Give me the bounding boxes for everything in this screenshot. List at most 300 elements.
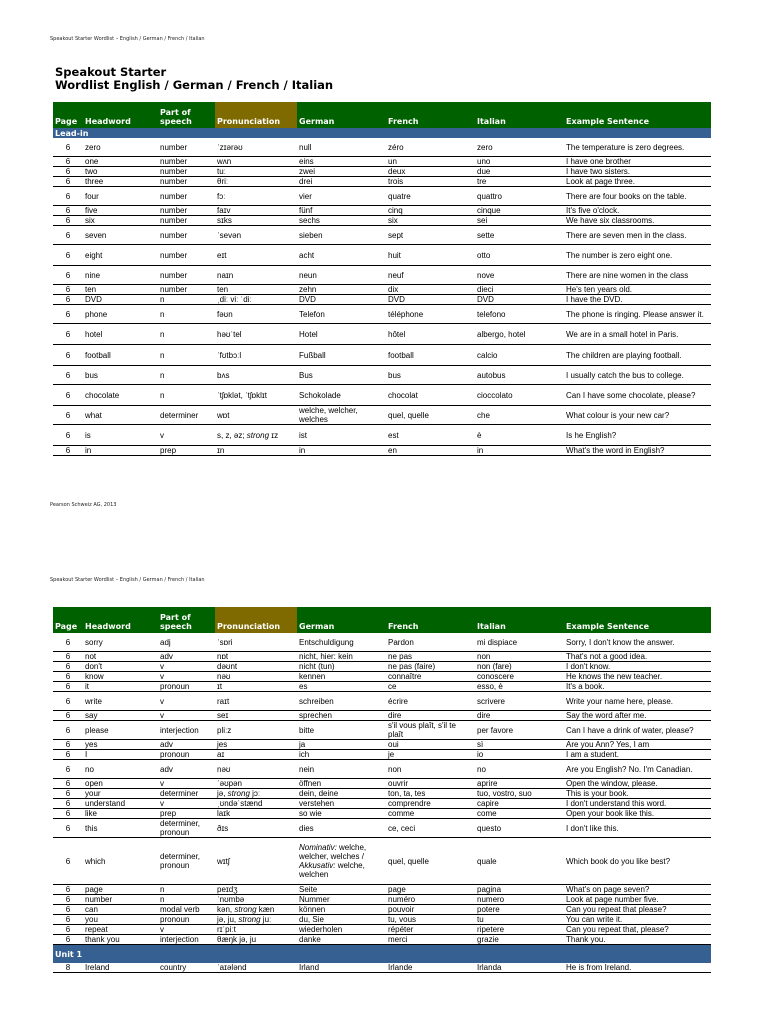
cell-example: The temperature is zero degrees. <box>564 138 711 157</box>
header-page: Page <box>53 607 83 633</box>
cell-headword: football <box>83 345 158 366</box>
cell-french: dix <box>386 285 475 295</box>
cell-german: danke <box>297 935 386 945</box>
cell-headword: yes <box>83 740 158 750</box>
cell-german: dies <box>297 819 386 838</box>
cell-italian: sette <box>475 226 564 245</box>
header-example: Example Sentence <box>564 607 711 633</box>
cell-example: I don't like this. <box>564 819 711 838</box>
table-row <box>53 206 711 216</box>
cell-part-of-speech: determiner, pronoun <box>158 838 215 885</box>
cell-german: in <box>297 446 386 456</box>
cell-italian: conoscere <box>475 672 564 682</box>
cell-example: It's a book. <box>564 682 711 692</box>
cell-example: This is your book. <box>564 789 711 799</box>
cell-example: I usually catch the bus to college. <box>564 366 711 385</box>
cell-german: schreiben <box>297 692 386 711</box>
table-row <box>53 385 711 406</box>
table-row <box>53 721 711 740</box>
cell-french: connaître <box>386 672 475 682</box>
cell-italian: sei <box>475 216 564 226</box>
cell-italian: quale <box>475 838 564 885</box>
cell-part-of-speech: adv <box>158 740 215 750</box>
cell-headword: this <box>83 819 158 838</box>
footer-publisher: Pearson Schweiz AG, 2013 <box>50 502 117 508</box>
section-row-unit-1 <box>53 945 711 964</box>
cell-example: Say the word after me. <box>564 711 711 721</box>
cell-headword: can <box>83 905 158 915</box>
cell-german: eins <box>297 157 386 167</box>
table-header-row <box>53 102 711 128</box>
cell-example: It's five o'clock. <box>564 206 711 216</box>
table-row <box>53 760 711 779</box>
table-row <box>53 245 711 266</box>
cell-german: verstehen <box>297 799 386 809</box>
table-row <box>53 963 711 973</box>
table-row <box>53 167 711 177</box>
cell-example: We are in a small hotel in Paris. <box>564 324 711 345</box>
cell-headword: three <box>83 177 158 187</box>
cell-part-of-speech: number <box>158 266 215 285</box>
cell-italian: autobus <box>475 366 564 385</box>
cell-example: I don't understand this word. <box>564 799 711 809</box>
cell-page: 6 <box>53 245 83 266</box>
cell-page: 6 <box>53 819 83 838</box>
cell-part-of-speech: v <box>158 425 215 446</box>
table-row <box>53 779 711 789</box>
cell-page: 6 <box>53 226 83 245</box>
cell-headword: thank you <box>83 935 158 945</box>
title-line-2: Wordlist English / German / French / Italian <box>55 78 334 92</box>
cell-german: acht <box>297 245 386 266</box>
cell-pronunciation: ˈfʊtbɔːl <box>215 345 297 366</box>
wordlist-table-2 <box>53 607 711 973</box>
cell-headword: like <box>83 809 158 819</box>
cell-page: 6 <box>53 721 83 740</box>
table-row <box>53 266 711 285</box>
cell-headword: understand <box>83 799 158 809</box>
cell-page: 6 <box>53 905 83 915</box>
cell-headword: number <box>83 895 158 905</box>
cell-german: Schokolade <box>297 385 386 406</box>
cell-german: vier <box>297 187 386 206</box>
cell-italian: albergo, hotel <box>475 324 564 345</box>
cell-french: est <box>386 425 475 446</box>
cell-example: That's not a good idea. <box>564 652 711 662</box>
table-row <box>53 885 711 895</box>
cell-italian: tuo, vostro, suo <box>475 789 564 799</box>
header-page: Page <box>53 102 83 128</box>
cell-pronunciation: aɪ <box>215 750 297 760</box>
cell-headword: no <box>83 760 158 779</box>
cell-pronunciation: ˈsevən <box>215 226 297 245</box>
wordlist-table-1 <box>53 102 711 456</box>
table-row <box>53 187 711 206</box>
cell-german: sechs <box>297 216 386 226</box>
cell-italian: cinque <box>475 206 564 216</box>
cell-headword: know <box>83 672 158 682</box>
cell-headword: chocolate <box>83 385 158 406</box>
cell-headword: don't <box>83 662 158 672</box>
cell-pronunciation: dəʊnt <box>215 662 297 672</box>
cell-german: wiederholen <box>297 925 386 935</box>
cell-pronunciation: seɪ <box>215 711 297 721</box>
cell-part-of-speech: n <box>158 366 215 385</box>
cell-example: There are nine women in the class <box>564 266 711 285</box>
cell-italian: otto <box>475 245 564 266</box>
cell-german: sieben <box>297 226 386 245</box>
cell-german: bitte <box>297 721 386 740</box>
cell-headword: is <box>83 425 158 446</box>
cell-part-of-speech: determiner, pronoun <box>158 819 215 838</box>
cell-headword: two <box>83 167 158 177</box>
cell-french: quatre <box>386 187 475 206</box>
cell-french: quel, quelle <box>386 838 475 885</box>
cell-french: DVD <box>386 295 475 305</box>
cell-part-of-speech: number <box>158 157 215 167</box>
cell-part-of-speech: v <box>158 925 215 935</box>
cell-german: Entschuldigung <box>297 633 386 652</box>
cell-page: 6 <box>53 662 83 672</box>
cell-part-of-speech: interjection <box>158 721 215 740</box>
cell-example: I have the DVD. <box>564 295 711 305</box>
cell-italian: tre <box>475 177 564 187</box>
section-row-lead-in <box>53 128 711 138</box>
cell-french: comprendre <box>386 799 475 809</box>
cell-page: 6 <box>53 425 83 446</box>
cell-part-of-speech: pronoun <box>158 750 215 760</box>
cell-example: Are you English? No. I'm Canadian. <box>564 760 711 779</box>
cell-example: There are seven men in the class. <box>564 226 711 245</box>
cell-example: Look at page three. <box>564 177 711 187</box>
cell-pronunciation: fɔː <box>215 187 297 206</box>
cell-french: page <box>386 885 475 895</box>
cell-headword: not <box>83 652 158 662</box>
cell-headword: six <box>83 216 158 226</box>
table-row <box>53 652 711 662</box>
cell-headword: ten <box>83 285 158 295</box>
cell-italian: sì <box>475 740 564 750</box>
cell-pronunciation: wɪtʃ <box>215 838 297 885</box>
cell-page: 6 <box>53 895 83 905</box>
cell-italian: pagina <box>475 885 564 895</box>
cell-pronunciation: ˈəʊpən <box>215 779 297 789</box>
cell-page: 6 <box>53 935 83 945</box>
cell-italian: dire <box>475 711 564 721</box>
cell-german: Hotel <box>297 324 386 345</box>
cell-french: bus <box>386 366 475 385</box>
cell-page: 6 <box>53 809 83 819</box>
section-label: Unit 1 <box>53 945 711 964</box>
cell-german: du, Sie <box>297 915 386 925</box>
cell-example: What colour is your new car? <box>564 406 711 425</box>
cell-part-of-speech: interjection <box>158 935 215 945</box>
table-header-row <box>53 607 711 633</box>
cell-part-of-speech: prep <box>158 809 215 819</box>
cell-page: 6 <box>53 177 83 187</box>
cell-page: 6 <box>53 305 83 324</box>
cell-german: es <box>297 682 386 692</box>
cell-part-of-speech: prep <box>158 446 215 456</box>
cell-part-of-speech: number <box>158 226 215 245</box>
cell-pronunciation: jə, strong jɔː <box>215 789 297 799</box>
cell-page: 6 <box>53 779 83 789</box>
header-headword: Headword <box>83 102 158 128</box>
cell-headword: it <box>83 682 158 692</box>
cell-page: 6 <box>53 711 83 721</box>
cell-italian: mi dispiace <box>475 633 564 652</box>
cell-italian: non (fare) <box>475 662 564 672</box>
cell-pronunciation: nəʊ <box>215 760 297 779</box>
cell-example: Open the window, please. <box>564 779 711 789</box>
cell-pronunciation: pliːz <box>215 721 297 740</box>
cell-italian: scrivere <box>475 692 564 711</box>
cell-headword: five <box>83 206 158 216</box>
cell-example: There are four books on the table. <box>564 187 711 206</box>
cell-page: 6 <box>53 760 83 779</box>
cell-french: ne pas (faire) <box>386 662 475 672</box>
cell-page: 6 <box>53 652 83 662</box>
cell-headword: please <box>83 721 158 740</box>
cell-french: chocolat <box>386 385 475 406</box>
header-pronunciation: Pronunciation <box>215 102 297 128</box>
cell-example: We have six classrooms. <box>564 216 711 226</box>
table-row <box>53 633 711 652</box>
cell-part-of-speech: v <box>158 662 215 672</box>
cell-page: 6 <box>53 925 83 935</box>
cell-page: 6 <box>53 915 83 925</box>
cell-italian: è <box>475 425 564 446</box>
table-row <box>53 799 711 809</box>
table-row <box>53 838 711 885</box>
cell-pronunciation: ˈtʃɒklət, ˈtʃɒklɪt <box>215 385 297 406</box>
cell-italian: due <box>475 167 564 177</box>
header-german: German <box>297 607 386 633</box>
cell-example: Thank you. <box>564 935 711 945</box>
cell-pronunciation: jə, ju, strong juː <box>215 915 297 925</box>
cell-german: öffnen <box>297 779 386 789</box>
cell-page: 6 <box>53 206 83 216</box>
cell-headword: write <box>83 692 158 711</box>
table-row <box>53 925 711 935</box>
table-row <box>53 682 711 692</box>
cell-italian: uno <box>475 157 564 167</box>
cell-italian: telefono <box>475 305 564 324</box>
cell-italian: io <box>475 750 564 760</box>
cell-part-of-speech: n <box>158 895 215 905</box>
document-title <box>55 66 333 92</box>
cell-part-of-speech: v <box>158 799 215 809</box>
cell-example: Is he English? <box>564 425 711 446</box>
table-row <box>53 324 711 345</box>
cell-example: He knows the new teacher. <box>564 672 711 682</box>
cell-headword: nine <box>83 266 158 285</box>
cell-pronunciation: peɪdʒ <box>215 885 297 895</box>
cell-headword: in <box>83 446 158 456</box>
cell-part-of-speech: country <box>158 963 215 973</box>
cell-page: 6 <box>53 345 83 366</box>
cell-part-of-speech: number <box>158 167 215 177</box>
cell-example: Can you repeat that please? <box>564 905 711 915</box>
cell-french: football <box>386 345 475 366</box>
cell-page: 6 <box>53 385 83 406</box>
cell-headword: your <box>83 789 158 799</box>
cell-example: The number is zero eight one. <box>564 245 711 266</box>
cell-page: 6 <box>53 285 83 295</box>
cell-german: fünf <box>297 206 386 216</box>
cell-example: Can you repeat that, please? <box>564 925 711 935</box>
header-french: French <box>386 607 475 633</box>
cell-page: 6 <box>53 672 83 682</box>
cell-italian: aprire <box>475 779 564 789</box>
cell-part-of-speech: adv <box>158 652 215 662</box>
cell-french: tu, vous <box>386 915 475 925</box>
cell-french: sept <box>386 226 475 245</box>
cell-german: Nominativ: welche, welcher, welches / Akkusativ: welche, welchen <box>297 838 386 885</box>
header-headword: Headword <box>83 607 158 633</box>
header-german: German <box>297 102 386 128</box>
cell-pronunciation: fəʊn <box>215 305 297 324</box>
table-row <box>53 789 711 799</box>
cell-example: I am a student. <box>564 750 711 760</box>
cell-french: numéro <box>386 895 475 905</box>
cell-part-of-speech: n <box>158 345 215 366</box>
cell-part-of-speech: pronoun <box>158 915 215 925</box>
cell-part-of-speech: v <box>158 692 215 711</box>
table-row <box>53 915 711 925</box>
cell-italian: non <box>475 652 564 662</box>
table-row <box>53 750 711 760</box>
cell-page: 6 <box>53 167 83 177</box>
cell-pronunciation: faɪv <box>215 206 297 216</box>
cell-french: Irlande <box>386 963 475 973</box>
cell-french: merci <box>386 935 475 945</box>
cell-part-of-speech: modal verb <box>158 905 215 915</box>
cell-italian: dieci <box>475 285 564 295</box>
cell-german: ist <box>297 425 386 446</box>
cell-french: zéro <box>386 138 475 157</box>
cell-pronunciation: ˌʊndəˈstænd <box>215 799 297 809</box>
cell-headword: sorry <box>83 633 158 652</box>
cell-part-of-speech: n <box>158 324 215 345</box>
cell-german: dein, deine <box>297 789 386 799</box>
cell-pronunciation: ɪt <box>215 682 297 692</box>
cell-french: hôtel <box>386 324 475 345</box>
cell-page: 6 <box>53 633 83 652</box>
cell-italian: no <box>475 760 564 779</box>
cell-headword: say <box>83 711 158 721</box>
table-row <box>53 285 711 295</box>
table-row <box>53 662 711 672</box>
cell-german: null <box>297 138 386 157</box>
cell-pronunciation: nəʊ <box>215 672 297 682</box>
cell-italian: nove <box>475 266 564 285</box>
cell-pronunciation: naɪn <box>215 266 297 285</box>
cell-italian: capire <box>475 799 564 809</box>
cell-french: Pardon <box>386 633 475 652</box>
cell-french: deux <box>386 167 475 177</box>
cell-page: 6 <box>53 187 83 206</box>
cell-french: en <box>386 446 475 456</box>
cell-page: 6 <box>53 692 83 711</box>
cell-german: so wie <box>297 809 386 819</box>
table-row <box>53 711 711 721</box>
cell-german: DVD <box>297 295 386 305</box>
header-part-of-speech: Part of speech <box>158 102 215 128</box>
cell-french: je <box>386 750 475 760</box>
cell-italian: potere <box>475 905 564 915</box>
cell-page: 6 <box>53 266 83 285</box>
cell-page: 6 <box>53 446 83 456</box>
cell-french: ce <box>386 682 475 692</box>
cell-part-of-speech: determiner <box>158 789 215 799</box>
cell-headword: bus <box>83 366 158 385</box>
cell-part-of-speech: number <box>158 285 215 295</box>
cell-pronunciation: rɪˈpiːt <box>215 925 297 935</box>
cell-page: 6 <box>53 216 83 226</box>
cell-german: zwei <box>297 167 386 177</box>
cell-headword: I <box>83 750 158 760</box>
cell-french: quel, quelle <box>386 406 475 425</box>
cell-german: Bus <box>297 366 386 385</box>
cell-pronunciation: kən, strong kæn <box>215 905 297 915</box>
cell-headword: Ireland <box>83 963 158 973</box>
cell-page: 6 <box>53 750 83 760</box>
cell-german: zehn <box>297 285 386 295</box>
cell-french: dire <box>386 711 475 721</box>
cell-pronunciation: s, z, əz; strong ɪz <box>215 425 297 446</box>
cell-part-of-speech: v <box>158 711 215 721</box>
cell-french: répéter <box>386 925 475 935</box>
cell-example: Write your name here, please. <box>564 692 711 711</box>
table-row <box>53 740 711 750</box>
cell-example: He's ten years old. <box>564 285 711 295</box>
cell-headword: eight <box>83 245 158 266</box>
cell-italian: DVD <box>475 295 564 305</box>
cell-german: ich <box>297 750 386 760</box>
cell-part-of-speech: n <box>158 305 215 324</box>
cell-german: Seite <box>297 885 386 895</box>
cell-french: six <box>386 216 475 226</box>
cell-headword: what <box>83 406 158 425</box>
cell-example: Can I have a drink of water, please? <box>564 721 711 740</box>
cell-page: 6 <box>53 138 83 157</box>
cell-pronunciation: ˈnʊmbə <box>215 895 297 905</box>
cell-german: kennen <box>297 672 386 682</box>
cell-pronunciation: ˌdiː viː ˈdiː <box>215 295 297 305</box>
cell-headword: DVD <box>83 295 158 305</box>
table-row <box>53 672 711 682</box>
cell-page: 6 <box>53 799 83 809</box>
cell-headword: you <box>83 915 158 925</box>
cell-french: comme <box>386 809 475 819</box>
cell-pronunciation: ˈsɒri <box>215 633 297 652</box>
table-row <box>53 177 711 187</box>
cell-part-of-speech: number <box>158 206 215 216</box>
cell-part-of-speech: determiner <box>158 406 215 425</box>
cell-pronunciation: θriː <box>215 177 297 187</box>
cell-part-of-speech: v <box>158 672 215 682</box>
cell-french: ce, ceci <box>386 819 475 838</box>
table-row <box>53 895 711 905</box>
cell-french: pouvoir <box>386 905 475 915</box>
cell-page: 6 <box>53 885 83 895</box>
cell-pronunciation: həʊˈtel <box>215 324 297 345</box>
cell-part-of-speech: n <box>158 295 215 305</box>
cell-pronunciation: sɪks <box>215 216 297 226</box>
cell-page: 8 <box>53 963 83 973</box>
cell-french: ton, ta, tes <box>386 789 475 799</box>
